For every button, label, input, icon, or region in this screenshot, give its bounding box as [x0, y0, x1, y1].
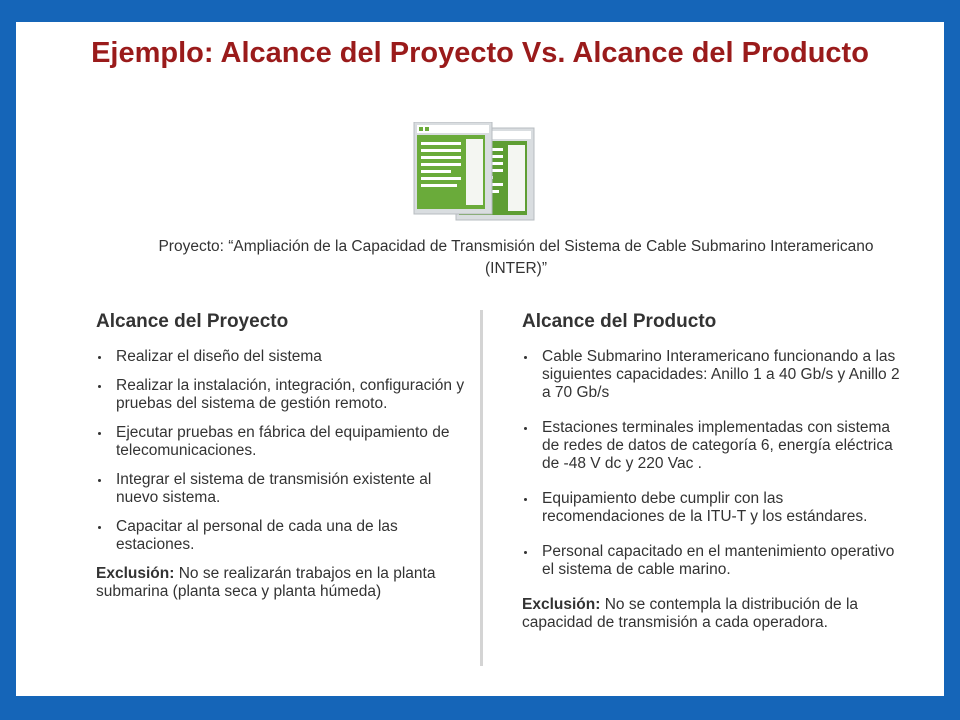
- document-windows-icon: [412, 122, 542, 222]
- list-item: Integrar el sistema de transmisión existente al nuevo sistema.: [96, 471, 468, 507]
- bullet-icon: [524, 551, 527, 554]
- product-scope-column: [522, 310, 902, 632]
- list-item: Personal capacitado en el mantenimiento operativo el sistema de cable marino.: [522, 543, 902, 579]
- project-scope-heading: Alcance del Proyecto: [96, 311, 289, 332]
- exclusion-label: Exclusión:: [96, 565, 175, 582]
- product-scope-heading: Alcance del Producto: [522, 311, 717, 332]
- bullet-icon: [524, 498, 527, 501]
- exclusion-text: No se contempla la distribución de la capacidad de transmisión a cada operadora.: [522, 596, 859, 631]
- column-divider: [480, 310, 483, 666]
- list-item: Realizar la instalación, integración, configuración y pruebas del sistema de gestión remoto.: [96, 377, 468, 413]
- page-title: Ejemplo: Alcance del Proyecto Vs. Alcance del Producto: [91, 37, 869, 69]
- list-item: Estaciones terminales implementadas con sistema de redes de datos de categoría 6, energía eléctrica de -48 V dc y 220 Vac .: [522, 419, 902, 473]
- exclusion-label: Exclusión:: [522, 596, 601, 613]
- slide: [16, 22, 944, 696]
- bullet-icon: [98, 432, 101, 435]
- list-item: Realizar el diseño del sistema: [96, 348, 468, 366]
- project-scope-list: [96, 348, 468, 554]
- bullet-icon: [524, 427, 527, 430]
- bullet-icon: [98, 356, 101, 359]
- bullet-icon: [524, 356, 527, 359]
- product-exclusion: [522, 596, 902, 632]
- project-exclusion: [96, 565, 468, 601]
- list-item: Ejecutar pruebas en fábrica del equipamiento de telecomunicaciones.: [96, 424, 468, 460]
- list-item: Equipamiento debe cumplir con las recomendaciones de la ITU-T y los estándares.: [522, 490, 902, 526]
- exclusion-text: No se realizarán trabajos en la planta submarina (planta seca y planta húmeda): [96, 565, 436, 600]
- bullet-icon: [98, 385, 101, 388]
- project-scope-column: [96, 310, 468, 601]
- project-name: Proyecto: “Ampliación de la Capacidad de Transmisión del Sistema de Cable Submarino Interamericano (INTER)”: [158, 238, 874, 277]
- bullet-icon: [98, 479, 101, 482]
- bullet-icon: [98, 526, 101, 529]
- list-item: Capacitar al personal de cada una de las estaciones.: [96, 518, 468, 554]
- product-scope-list: [522, 348, 902, 579]
- list-item: Cable Submarino Interamericano funcionando a las siguientes capacidades: Anillo 1 a 40 Gb/s y Anillo 2 a 70 Gb/s: [522, 348, 902, 402]
